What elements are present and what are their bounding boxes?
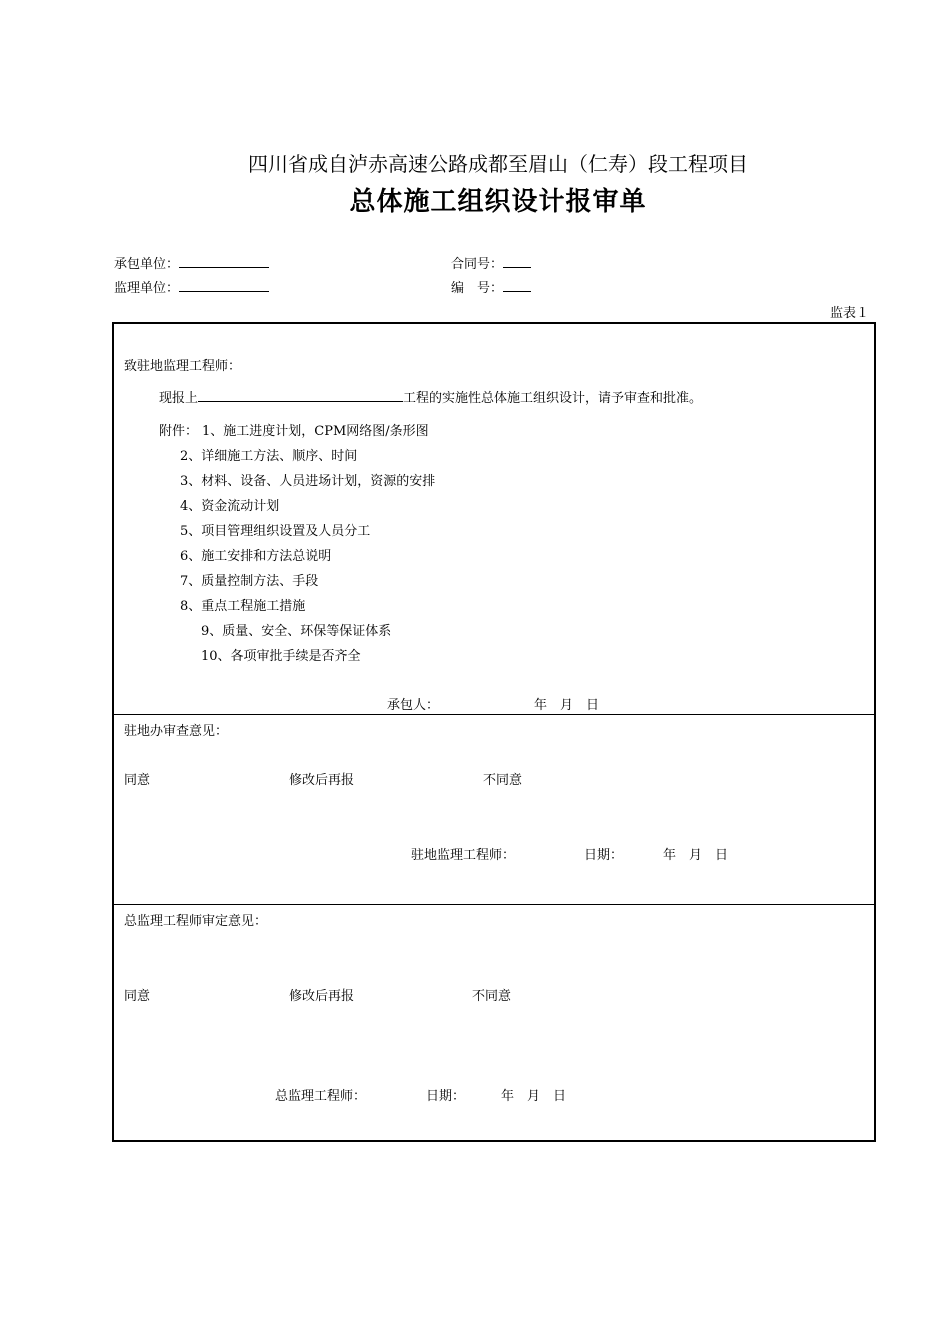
option-disagree[interactable]: 不同意 xyxy=(472,989,512,1004)
contract-no-field xyxy=(451,253,531,272)
attachment-item: 7、质量控制方法、手段 xyxy=(180,574,319,589)
contract-no-label: 合同号： xyxy=(451,257,504,272)
option-agree[interactable]: 同意 xyxy=(124,773,151,788)
chief-review-section xyxy=(114,904,874,1141)
resident-date: 年 月 日 xyxy=(663,848,729,863)
chief-review-heading: 总监理工程师审定意见： xyxy=(124,914,268,929)
form-table xyxy=(112,322,876,1142)
serial-no-label: 编 号： xyxy=(451,281,504,296)
chief-date-label: 日期： xyxy=(426,1089,466,1104)
contractor-label: 承包单位： xyxy=(114,257,180,272)
supervisor-field xyxy=(114,277,269,296)
chief-date: 年 月 日 xyxy=(501,1089,567,1104)
form-code: 监表１ xyxy=(830,306,870,321)
application-date: 年 月 日 xyxy=(534,698,600,713)
report-prefix: 现报上 xyxy=(159,391,199,406)
contractor-blank[interactable] xyxy=(179,255,269,268)
attachments-label: 附件： xyxy=(159,424,199,439)
supervisor-label: 监理单位： xyxy=(114,281,180,296)
salutation: 致驻地监理工程师： xyxy=(124,359,242,374)
attachment-item: 5、项目管理组织设置及人员分工 xyxy=(180,524,371,539)
attachment-item: 1、施工进度计划，CPM网络图/条形图 xyxy=(202,424,429,439)
attachment-item: 4、资金流动计划 xyxy=(180,499,280,514)
resident-review-section xyxy=(114,714,874,905)
contract-no-blank[interactable] xyxy=(503,255,531,268)
attachment-item: 3、材料、设备、人员进场计划，资源的安排 xyxy=(180,474,436,489)
form-title: 总体施工组织设计报审单 xyxy=(349,187,647,217)
contractor-signature-label: 承包人： xyxy=(387,698,440,713)
resident-engineer-signature-label: 驻地监理工程师： xyxy=(411,848,516,863)
attachment-item: 2、详细施工方法、顺序、时间 xyxy=(180,449,358,464)
option-revise[interactable]: 修改后再报 xyxy=(289,989,355,1004)
serial-no-field xyxy=(451,277,531,296)
attachment-item: 6、施工安排和方法总说明 xyxy=(180,549,332,564)
attachment-item: 10、各项审批手续是否齐全 xyxy=(201,649,361,664)
report-suffix: 工程的实施性总体施工组织设计，请予审查和批准。 xyxy=(403,391,703,406)
supervisor-blank[interactable] xyxy=(179,279,269,292)
attachment-item: 9、质量、安全、环保等保证体系 xyxy=(201,624,392,639)
project-name-blank[interactable] xyxy=(198,389,403,402)
application-section xyxy=(114,324,874,714)
contractor-field xyxy=(114,253,269,272)
option-revise[interactable]: 修改后再报 xyxy=(289,773,355,788)
report-line xyxy=(159,387,702,406)
option-disagree[interactable]: 不同意 xyxy=(483,773,523,788)
attachment-item: 8、重点工程施工措施 xyxy=(180,599,306,614)
chief-engineer-signature-label: 总监理工程师： xyxy=(275,1089,367,1104)
project-title: 四川省成自泸赤高速公路成都至眉山（仁寿）段工程项目 xyxy=(248,152,748,176)
option-agree[interactable]: 同意 xyxy=(124,989,151,1004)
resident-review-heading: 驻地办审查意见： xyxy=(124,724,229,739)
resident-date-label: 日期： xyxy=(584,848,624,863)
serial-no-blank[interactable] xyxy=(503,279,531,292)
